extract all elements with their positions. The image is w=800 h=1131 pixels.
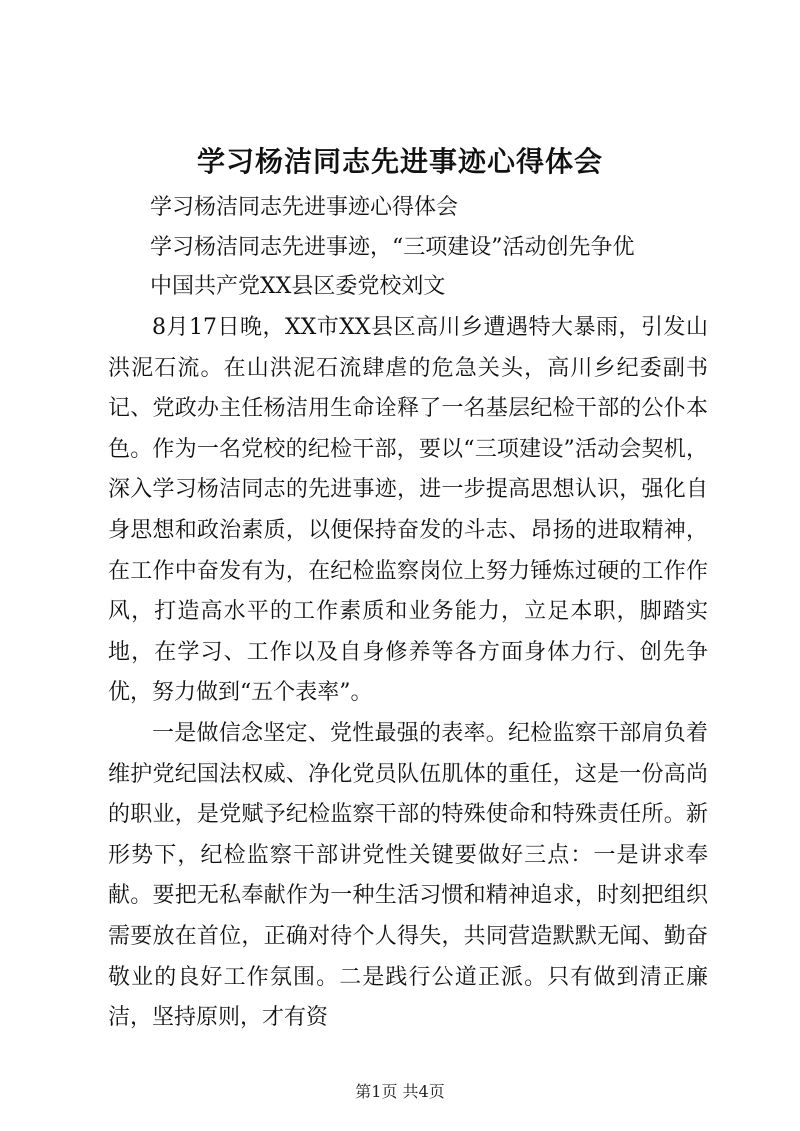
page-number: 第1页 共4页 xyxy=(355,1082,445,1101)
body-paragraph-1: 8月17日晚，XX市XX县区高川乡遭遇特大暴雨，引发山洪泥石流。在山洪泥石流肆虐的危急关头，高川乡纪委副书记、党政办主任杨洁用生命诠释了一名基层纪检干部的公仆本色。作为一名党校的纪检干部，要以“三项建设”活动会契机，深入学习杨洁同志的先进事迹，进一步提高思想认识，强化自身思想和政治素质，以便保持奋发的斗志、昂扬的进取精神，在工作中奋发有为，在纪检监察岗位上努力锤炼过硬的工作作风，打造高水平的工作素质和业务能力，立足本职，脚踏实地，在学习、工作以及自身修养等各方面身体力行、创先争优，努力做到“五个表率”。 xyxy=(108,315,708,706)
body-paragraph-2: 一是做信念坚定、党性最强的表率。纪检监察干部肩负着维护党纪国法权威、净化党员队伍肌体的重任，这是一份高尚的职业，是党赋予纪检监察干部的特殊使命和特殊责任所。新形势下，纪检监察干部讲党性关键要做好三点：一是讲求奉献。要把无私奉献作为一种生活习惯和精神追求，时刻把组织需要放在首位，正确对待个人得失，共同营造默默无闻、勤奋敬业的良好工作氛围。二是践行公道正派。只有做到清正廉洁，坚持原则，才有资 xyxy=(108,721,708,1031)
document-title: 学习杨洁同志先进事迹心得体会 xyxy=(196,145,603,178)
document-keywords: 学习杨洁同志先进事迹，“三项建设”活动创先争优 xyxy=(150,235,635,260)
document-author: 中国共产党XX县区委党校刘文 xyxy=(150,274,446,299)
document-subtitle: 学习杨洁同志先进事迹心得体会 xyxy=(150,195,459,220)
